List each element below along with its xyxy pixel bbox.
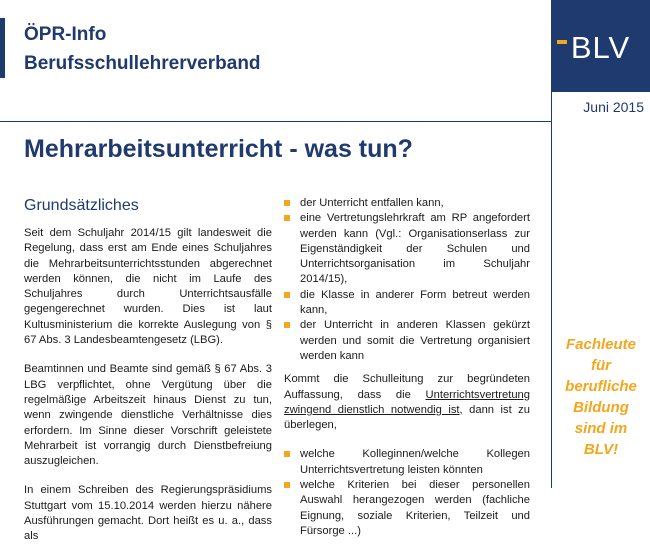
section-heading: Grundsätzliches (24, 197, 139, 214)
sidebar-divider (551, 92, 552, 488)
bullet-icon (284, 482, 290, 488)
paragraph: In einem Schreiben des Regierungspräsidiums Stuttgart vom 15.10.2014 werden hierzu nähere Ausführungen gemacht. Dort heißt es u. a., dass als (24, 484, 272, 543)
paragraph (284, 372, 530, 433)
list-item-text: die Klasse in anderer Form betreut werden kann, (300, 288, 530, 317)
header-line-2: Berufsschullehrerverband (24, 53, 261, 74)
blv-logo (551, 0, 650, 92)
bullet-icon (284, 215, 290, 221)
header-line-1: ÖPR-Info (24, 24, 107, 45)
list-item-text: welche Kolleginnen/welche Kollegen Unterrichtsvertretung leisten könnten (300, 448, 530, 476)
paragraph-text: , dann ist zu überlegen, (284, 403, 530, 432)
list-item (284, 318, 530, 364)
bullet-icon (284, 451, 290, 457)
list-item (284, 288, 530, 319)
options-list (284, 196, 530, 364)
list-item (284, 211, 530, 287)
left-column (24, 196, 272, 559)
sidebar-tagline: Fachleute für berufliche Bildung sind im BLV! (565, 336, 637, 458)
list-item-text: welche Kriterien bei dieser personellen Auswahl herangezogen werden (fachliche Eignung, soziale Kriterien, Teilzeit und Fürsorge ...) (300, 479, 530, 537)
paragraph-text: Kommt die Schulleitung zur begründeten Auffassung, dass die (284, 373, 530, 401)
bullet-icon (284, 200, 290, 206)
list-item (284, 196, 530, 211)
logo-text: BLV (570, 30, 631, 65)
list-item-text: der Unterricht entfallen kann, (300, 197, 444, 209)
header-accent-bar (0, 18, 5, 78)
right-column (284, 196, 530, 547)
paragraph: Beamtinnen und Beamte sind gemäß § 67 Abs. 3 LBG verpflichtet, ohne Vergütung über die regelmäßige Arbeitszeit hinaus Dienst zu tun, wenn zwingende dienstliche Verhältnisse dies erfordern. Im Sinne dieser Vorschrift geleistete Mehrarbeit ist vorrangig durch Dienstbefreiung auszugleichen. (24, 363, 272, 468)
list-item (284, 478, 530, 539)
issue-date: Juni 2015 (583, 99, 644, 115)
header-title (24, 20, 261, 78)
list-item-text: eine Vertretungslehrkraft am RP angefordert werden kann (Vgl.: Organisationserlass zur Eigenständigkeit der Schulen und Unterrichtsorganisation im Schuljahr 2014/15), (300, 212, 530, 286)
article-title: Mehrarbeitsunterricht - was tun? (24, 135, 413, 163)
list-item (284, 447, 530, 478)
list-item-text: der Unterricht in anderen Klassen gekürzt werden und somit die Vertretung organisiert werden kann (300, 319, 530, 362)
paragraph: Seit dem Schuljahr 2014/15 gilt landesweit die Regelung, dass erst am Ende eines Schuljahres die Mehrarbeitsunterrichtsstunden abgerechnet werden können, die nicht im Laufe des Schuljahres durch Unterrichtsausfälle gegengerechnet wurden. Dies ist laut Kultusministerium die korrekte Auslegung von § 67 Abs. 3 Landesbeamtengesetz (LBG). (24, 227, 272, 347)
header-rule (0, 121, 551, 122)
bullet-icon (284, 322, 290, 328)
bullet-icon (284, 292, 290, 298)
underlined-text: Unterrichtsvertretung zwingend dienstlich notwendig ist (284, 388, 530, 416)
criteria-list (284, 447, 530, 539)
